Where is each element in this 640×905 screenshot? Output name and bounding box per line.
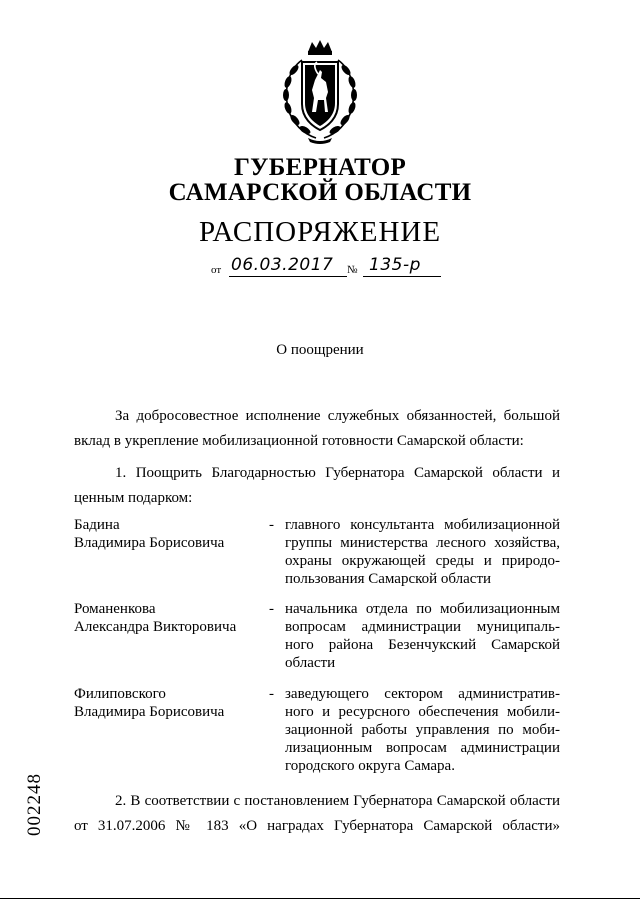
recipient-name: [74, 516, 254, 552]
point-1-line-1: 1. Поощрить Благодарностью Губернатора Самарской области и: [115, 465, 560, 481]
recipient-row: [74, 600, 564, 676]
dash-separator: -: [269, 686, 274, 702]
document-number: 135-р: [369, 255, 421, 275]
position-line: области: [285, 655, 336, 671]
recipient-name: [74, 685, 254, 721]
position-line: группы министерства лесного хозяйства,: [285, 535, 560, 551]
position-line: охраны окружающей среды и природо-: [285, 553, 560, 569]
recipient-surname: Бадина: [74, 517, 120, 533]
recipient-row: [74, 685, 564, 779]
document-date: 06.03.2017: [231, 255, 334, 275]
point-1-paragraph: [74, 461, 560, 511]
position-line: городского округа Самара.: [285, 758, 455, 774]
registration-stamp: [24, 772, 46, 836]
recipient-surname: Романенкова: [74, 601, 156, 617]
point-2-line-1: 2. В соответствии с постановлением Губернатора Самарской области: [115, 793, 560, 809]
position-line: начальника отдела по мобилизационным: [285, 601, 560, 617]
issuer-region: САМАРСКОЙ ОБЛАСТИ: [168, 179, 472, 206]
position-line: ного и ресурсного обеспечения мобили-: [285, 704, 560, 720]
recipient-position: [285, 685, 560, 775]
position-line: ного района Безенчукский Самарской: [285, 637, 560, 653]
position-line: главного консультанта мобилизационной: [285, 517, 560, 533]
recipient-row: [74, 516, 564, 592]
intro-line-2: вклад в укрепление мобилизационной готовности Самарской области:: [74, 433, 524, 449]
position-line: пользования Самарской области: [285, 571, 492, 587]
page-edge-divider: [0, 898, 640, 899]
point-2-paragraph: [74, 789, 560, 839]
document-number-line: [211, 255, 451, 281]
recipient-name: [74, 600, 254, 636]
point-1-line-2: ценным подарком:: [74, 490, 193, 506]
registration-number: 002248: [24, 773, 45, 836]
coat-of-arms-icon: [268, 38, 372, 146]
number-label: №: [347, 264, 358, 276]
number-underline: [363, 276, 441, 277]
recipient-position: [285, 516, 560, 588]
recipient-given-name: Владимира Борисовича: [74, 704, 225, 720]
position-line: вопросам администрации муниципаль-: [285, 619, 560, 635]
recipient-position: [285, 600, 560, 672]
dash-separator: -: [269, 517, 274, 533]
recipient-surname: Филиповского: [74, 686, 166, 702]
intro-line-1: За добросовестное исполнение служебных обязанностей, большой: [115, 408, 560, 424]
point-2-line-2: от 31.07.2006 № 183 «О наградах Губернатора Самарской области»: [74, 818, 560, 834]
document-type: РАСПОРЯЖЕНИЕ: [198, 216, 442, 248]
recipient-given-name: Владимира Борисовича: [74, 535, 225, 551]
position-line: зационной работы управления по моби-: [285, 722, 560, 738]
date-underline: [229, 276, 347, 277]
issuer-title: ГУБЕРНАТОР: [233, 154, 407, 181]
document-subject: О поощрении: [276, 342, 364, 358]
date-label: от: [211, 264, 222, 276]
intro-paragraph: [74, 404, 560, 454]
position-line: заведующего сектором административ-: [285, 686, 560, 702]
position-line: лизационным вопросам администрации: [285, 740, 560, 756]
dash-separator: -: [269, 601, 274, 617]
recipient-given-name: Александра Викторовича: [74, 619, 237, 635]
